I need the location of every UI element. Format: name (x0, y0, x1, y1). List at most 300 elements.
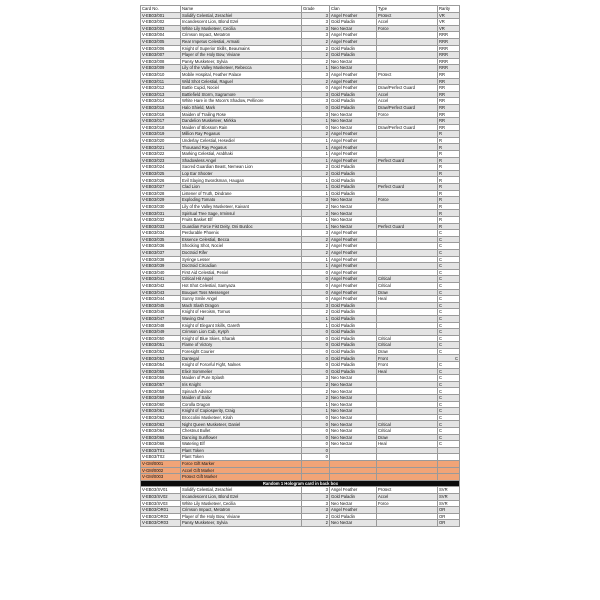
card-name-cell: Spinach Advisor (181, 388, 302, 395)
rarity-cell: R (438, 203, 460, 210)
rarity-cell: C (438, 329, 460, 336)
rarity-cell: C (438, 289, 460, 296)
card-no-cell: V-EB03/010 (141, 71, 181, 78)
grade-cell: 3 (302, 12, 330, 19)
clan-cell: Angel Feather (330, 289, 377, 296)
table-row (141, 19, 460, 26)
type-cell: Accel (377, 91, 438, 98)
rarity-cell: C (438, 263, 460, 270)
card-no-cell: V-EB03/059 (141, 395, 181, 402)
clan-cell: Gold Paladin (330, 309, 377, 316)
table-row (141, 460, 460, 467)
card-no-cell: V-EB03/031 (141, 210, 181, 217)
card-no-cell: V-EB03/056 (141, 375, 181, 382)
card-name-cell: Night Queen Musketeer, Daniel (181, 421, 302, 428)
grade-cell: 0 (302, 428, 330, 435)
card-name-cell: Crimson Impact, Metatron (181, 507, 302, 514)
type-cell: Heal (377, 296, 438, 303)
type-cell: Force (377, 500, 438, 507)
card-name-cell: Halo Shield, Mark (181, 104, 302, 111)
table-row (141, 58, 460, 65)
card-name-cell: Lop Ear Shooter (181, 170, 302, 177)
card-name-cell: Plant Token (181, 454, 302, 461)
card-no-cell: V-EB03/035 (141, 236, 181, 243)
rarity-cell: C (438, 362, 460, 369)
table-row (141, 355, 460, 362)
card-no-cell: V-EB03/039 (141, 263, 181, 270)
grade-cell: 3 (302, 71, 330, 78)
card-no-cell: V-EB03/003 (141, 25, 181, 32)
clan-cell: Angel Feather (330, 85, 377, 92)
rarity-cell: R (438, 190, 460, 197)
table-row (141, 230, 460, 237)
banner-row (141, 480, 460, 487)
clan-cell: Gold Paladin (330, 19, 377, 26)
card-name-cell: Mach Slash Dragon (181, 302, 302, 309)
rarity-cell: RR (438, 85, 460, 92)
clan-cell: Neo Nectar (330, 118, 377, 125)
grade-cell: 2 (302, 210, 330, 217)
type-cell (377, 329, 438, 336)
grade-cell: 2 (302, 249, 330, 256)
card-no-cell: V-EB03/028 (141, 190, 181, 197)
card-no-cell: V-EB03/024 (141, 164, 181, 171)
type-cell (377, 513, 438, 520)
card-name-cell: Guardian Force Fist Deity, Oni Burdoc (181, 223, 302, 230)
clan-cell: Angel Feather (330, 507, 377, 514)
table-row (141, 104, 460, 111)
table-row (141, 263, 460, 270)
grade-cell: 0 (302, 269, 330, 276)
card-name-cell: Lily of the Valley Musketeer, Kaivant (181, 203, 302, 210)
type-cell (377, 269, 438, 276)
rarity-cell: R (438, 210, 460, 217)
clan-cell: Angel Feather (330, 276, 377, 283)
clan-cell: Neo Nectar (330, 203, 377, 210)
clan-cell: Gold Paladin (330, 177, 377, 184)
rarity-cell: R (438, 144, 460, 151)
clan-cell: Angel Feather (330, 230, 377, 237)
hologram-banner: Random 1 Hologram card in back box (141, 480, 460, 487)
rarity-cell: RRR (438, 58, 460, 65)
rarity-cell: RR (438, 91, 460, 98)
card-no-cell: V-EB03/062 (141, 414, 181, 421)
card-name-cell: Spiritual Tree Sage, Irminsul (181, 210, 302, 217)
grade-cell: 2 (302, 520, 330, 527)
card-name-cell: White Lily Musketeer, Cecilia (181, 25, 302, 32)
card-no-cell: V-EB03/065 (141, 434, 181, 441)
card-name-cell: Essence Celestial, Becca (181, 236, 302, 243)
card-no-cell: V-EB03/057 (141, 381, 181, 388)
table-row (141, 362, 460, 369)
table-row (141, 348, 460, 355)
grade-cell: 2 (302, 170, 330, 177)
table-row (141, 203, 460, 210)
header-row (141, 6, 460, 13)
type-cell (377, 151, 438, 158)
rarity-cell: C (438, 322, 460, 329)
grade-cell: 3 (302, 302, 330, 309)
card-no-cell: V-EB03/018 (141, 124, 181, 131)
grade-cell: 0 (302, 124, 330, 131)
grade-cell: 3 (302, 507, 330, 514)
grade-cell: 1 (302, 315, 330, 322)
grade-cell: 0 (302, 434, 330, 441)
type-cell: Protect (377, 12, 438, 19)
card-name-cell: Accel Gift Marker (181, 467, 302, 474)
card-name-cell: Foresight Courier (181, 348, 302, 355)
clan-cell: Neo Nectar (330, 25, 377, 32)
card-name-cell: Thousand Ray Pegasus (181, 144, 302, 151)
table-row (141, 329, 460, 336)
grade-cell: 3 (302, 230, 330, 237)
rarity-cell: R (438, 164, 460, 171)
type-cell (377, 249, 438, 256)
clan-cell: Gold Paladin (330, 355, 377, 362)
rarity-cell: C (438, 315, 460, 322)
type-cell: Perfect Guard (377, 223, 438, 230)
type-cell (377, 203, 438, 210)
rarity-cell: RR (438, 118, 460, 125)
card-no-cell: V-EB03/032 (141, 217, 181, 224)
grade-cell: 3 (302, 375, 330, 382)
grade-cell: 1 (302, 408, 330, 415)
grade-cell: 2 (302, 381, 330, 388)
header-rarity: Rarity (438, 6, 460, 13)
table-row (141, 474, 460, 481)
type-cell (377, 447, 438, 454)
card-name-cell: Underlay Celestial, Hesediel (181, 137, 302, 144)
table-row (141, 335, 460, 342)
grade-cell: 0 (302, 362, 330, 369)
type-cell: Protect (377, 71, 438, 78)
card-name-cell: Shocking Shot, Nociel (181, 243, 302, 250)
grade-cell: 2 (302, 52, 330, 59)
type-cell (377, 381, 438, 388)
type-cell (377, 65, 438, 72)
rarity-cell: R (438, 170, 460, 177)
type-cell (377, 520, 438, 527)
rarity-cell: C (438, 401, 460, 408)
card-no-cell: V-EB03/038 (141, 256, 181, 263)
grade-cell: 2 (302, 164, 330, 171)
grade-cell: 0 (302, 335, 330, 342)
card-name-cell: Pansy Musketeer, Sylvia (181, 520, 302, 527)
card-name-cell: Knight of Blue Skies, Sharak (181, 335, 302, 342)
clan-cell (330, 460, 377, 467)
clan-cell: Gold Paladin (330, 91, 377, 98)
table-row (141, 421, 460, 428)
grade-cell: 1 (302, 151, 330, 158)
card-name-cell: Knight of Forceful Fight, Nalnes (181, 362, 302, 369)
type-cell (377, 388, 438, 395)
type-cell: Heal (377, 368, 438, 375)
clan-cell: Neo Nectar (330, 210, 377, 217)
card-no-cell: V-EB03/026 (141, 177, 181, 184)
rarity-cell: R (438, 137, 460, 144)
clan-cell: Neo Nectar (330, 197, 377, 204)
type-cell: Critical (377, 428, 438, 435)
grade-cell: 1 (302, 177, 330, 184)
clan-cell: Gold Paladin (330, 190, 377, 197)
clan-cell: Gold Paladin (330, 329, 377, 336)
table-row (141, 137, 460, 144)
rarity-cell: C (438, 249, 460, 256)
grade-cell: 1 (302, 118, 330, 125)
card-no-cell: V-EB03/030 (141, 203, 181, 210)
header-card-no: Card No. (141, 6, 181, 13)
grade-cell: 3 (302, 500, 330, 507)
type-cell: Front (377, 362, 438, 369)
type-cell (377, 52, 438, 59)
table-row (141, 164, 460, 171)
rarity-cell: RRR (438, 45, 460, 52)
table-row (141, 487, 460, 494)
clan-cell: Neo Nectar (330, 217, 377, 224)
table-row (141, 381, 460, 388)
grade-cell: 3 (302, 487, 330, 494)
card-no-cell: V-EB03/049 (141, 329, 181, 336)
clan-cell (330, 454, 377, 461)
table-row (141, 197, 460, 204)
rarity-cell: R (438, 131, 460, 138)
clan-cell: Neo Nectar (330, 408, 377, 415)
table-row (141, 170, 460, 177)
card-no-cell: V-EB03/050 (141, 335, 181, 342)
type-cell (377, 315, 438, 322)
table-row (141, 249, 460, 256)
type-cell: Force (377, 25, 438, 32)
card-no-cell: V-EB03/008 (141, 58, 181, 65)
clan-cell: Neo Nectar (330, 58, 377, 65)
table-row (141, 217, 460, 224)
card-no-cell: V-EB03/066 (141, 441, 181, 448)
clan-cell: Gold Paladin (330, 52, 377, 59)
header-name: Name (181, 6, 302, 13)
clan-cell: Angel Feather (330, 236, 377, 243)
card-name-cell: Waving Owl (181, 315, 302, 322)
card-no-cell: V-EB03/012 (141, 85, 181, 92)
clan-cell: Gold Paladin (330, 342, 377, 349)
type-cell (377, 45, 438, 52)
table-row (141, 32, 460, 39)
card-no-cell: V-EB03/048 (141, 322, 181, 329)
card-no-cell: V-EB03/042 (141, 282, 181, 289)
grade-cell: 0 (302, 368, 330, 375)
card-name-cell: Elixir Sommelier (181, 368, 302, 375)
type-cell (377, 401, 438, 408)
clan-cell: Neo Nectar (330, 414, 377, 421)
card-no-cell: V-EB03/053 (141, 355, 181, 362)
type-cell: Accel (377, 493, 438, 500)
rarity-cell: OR (438, 513, 460, 520)
card-no-cell: V-GM/0003 (141, 474, 181, 481)
clan-cell: Angel Feather (330, 32, 377, 39)
rarity-cell: C (438, 335, 460, 342)
type-cell: Draw (377, 289, 438, 296)
type-cell: Front (377, 355, 438, 362)
type-cell: Draw/Perfect Guard (377, 124, 438, 131)
table-row (141, 269, 460, 276)
rarity-cell: VR (438, 25, 460, 32)
card-name-cell: Marking Celestial, Arabhaki (181, 151, 302, 158)
table-row (141, 256, 460, 263)
rarity-cell: C (438, 309, 460, 316)
rarity-cell: R (438, 197, 460, 204)
rarity-cell: SVR (438, 500, 460, 507)
card-no-cell: V-EB03/041 (141, 276, 181, 283)
card-name-cell: Broccolini Musketeer, Kirah (181, 414, 302, 421)
type-cell: Critical (377, 335, 438, 342)
grade-cell: 3 (302, 25, 330, 32)
card-name-cell: Wild Shot Celestial, Raguel (181, 78, 302, 85)
grade-cell: 0 (302, 355, 330, 362)
card-no-cell: V-EB03/019 (141, 131, 181, 138)
rarity-cell: C (438, 441, 460, 448)
table-row (141, 124, 460, 131)
card-no-cell: V-EB03/014 (141, 98, 181, 105)
clan-cell (330, 474, 377, 481)
rarity-cell: RRR (438, 38, 460, 45)
card-name-cell: Dantegal (181, 355, 302, 362)
table-row (141, 454, 460, 461)
table-row (141, 65, 460, 72)
table-row (141, 210, 460, 217)
rarity-cell: OR (438, 507, 460, 514)
card-name-cell: Corolla Dragon (181, 401, 302, 408)
card-name-cell: Chestnut Bullet (181, 428, 302, 435)
clan-cell (330, 447, 377, 454)
rarity-cell: R (438, 177, 460, 184)
card-rows (141, 12, 460, 480)
card-no-cell: V-EB03/023 (141, 157, 181, 164)
card-name-cell: Doctroid Circadian (181, 263, 302, 270)
card-name-cell: First Aid Celestial, Peniel (181, 269, 302, 276)
card-no-cell: V-EB03/034 (141, 230, 181, 237)
clan-cell: Neo Nectar (330, 223, 377, 230)
card-name-cell: Maiden of Pure Splash (181, 375, 302, 382)
clan-cell: Neo Nectar (330, 434, 377, 441)
table-row (141, 144, 460, 151)
card-name-cell: Solidify Celestial, Zerachiel (181, 12, 302, 19)
type-cell: Critical (377, 421, 438, 428)
clan-cell: Neo Nectar (330, 441, 377, 448)
type-cell (377, 243, 438, 250)
grade-cell: 0 (302, 348, 330, 355)
type-cell (377, 38, 438, 45)
rarity-cell: C (438, 428, 460, 435)
clan-cell: Gold Paladin (330, 322, 377, 329)
grade-cell: 0 (302, 289, 330, 296)
card-name-cell: Clad Lion (181, 184, 302, 191)
grade-cell: 0 (302, 414, 330, 421)
card-name-cell: Dandelion Musketeer, Mirkka (181, 118, 302, 125)
table-row (141, 111, 460, 118)
card-no-cell: V-EB03/T02 (141, 454, 181, 461)
clan-cell: Neo Nectar (330, 520, 377, 527)
card-name-cell: Knight of Superior Skills, Beaumains (181, 45, 302, 52)
type-cell: Draw (377, 434, 438, 441)
type-cell (377, 467, 438, 474)
clan-cell: Gold Paladin (330, 335, 377, 342)
type-cell: Force (377, 111, 438, 118)
type-cell: Draw/Perfect Guard (377, 85, 438, 92)
type-cell (377, 118, 438, 125)
clan-cell: Gold Paladin (330, 302, 377, 309)
type-cell (377, 144, 438, 151)
rarity-cell: C (438, 236, 460, 243)
card-name-cell: Bouquet Toss Messenger (181, 289, 302, 296)
card-no-cell: V-EB03/060 (141, 401, 181, 408)
card-name-cell: Syringe Lesser (181, 256, 302, 263)
grade-cell: 2 (302, 388, 330, 395)
clan-cell: Neo Nectar (330, 428, 377, 435)
table-row (141, 190, 460, 197)
clan-cell: Angel Feather (330, 71, 377, 78)
card-no-cell: V-EB03/045 (141, 302, 181, 309)
grade-cell (302, 467, 330, 474)
card-name-cell: Maiden of Blossom Rain (181, 124, 302, 131)
table-row (141, 282, 460, 289)
rarity-cell: R (438, 157, 460, 164)
clan-cell: Angel Feather (330, 296, 377, 303)
rarity-cell: C (438, 296, 460, 303)
table-row (141, 375, 460, 382)
grade-cell: 2 (302, 131, 330, 138)
table-row (141, 315, 460, 322)
clan-cell: Neo Nectar (330, 111, 377, 118)
card-no-cell: V-EB03/020 (141, 137, 181, 144)
card-list-table (140, 5, 460, 527)
header-type: Type (377, 6, 438, 13)
table-row (141, 25, 460, 32)
clan-cell: Gold Paladin (330, 98, 377, 105)
card-no-cell: V-EB03/OR02 (141, 513, 181, 520)
grade-cell: 0 (302, 447, 330, 454)
card-no-cell: V-EB03/044 (141, 296, 181, 303)
card-no-cell: V-EB03/005 (141, 38, 181, 45)
card-no-cell: V-EB03/004 (141, 32, 181, 39)
card-no-cell: V-EB03/017 (141, 118, 181, 125)
card-name-cell: Sunny Smile Angel (181, 296, 302, 303)
type-cell (377, 210, 438, 217)
clan-cell: Angel Feather (330, 487, 377, 494)
rarity-cell: RRR (438, 65, 460, 72)
rarity-cell: C (438, 381, 460, 388)
card-no-cell: V-EB03/061 (141, 408, 181, 415)
rarity-cell: C (438, 276, 460, 283)
clan-cell: Angel Feather (330, 263, 377, 270)
rarity-cell: SVR (438, 487, 460, 494)
rarity-cell: C (438, 408, 460, 415)
grade-cell (302, 474, 330, 481)
type-cell: Force (377, 197, 438, 204)
table-row (141, 467, 460, 474)
table-row (141, 289, 460, 296)
card-no-cell: V-EB03/046 (141, 309, 181, 316)
card-name-cell: Knight of Heroism, Tornus (181, 309, 302, 316)
card-name-cell: Incandescent Lion, Blond Ezel (181, 493, 302, 500)
clan-cell: Gold Paladin (330, 104, 377, 111)
rarity-cell: C (438, 395, 460, 402)
clan-cell: Angel Feather (330, 157, 377, 164)
type-cell (377, 507, 438, 514)
table-row (141, 236, 460, 243)
card-no-cell: V-GM/0001 (141, 460, 181, 467)
table-row (141, 309, 460, 316)
grade-cell: 3 (302, 493, 330, 500)
clan-cell: Neo Nectar (330, 65, 377, 72)
